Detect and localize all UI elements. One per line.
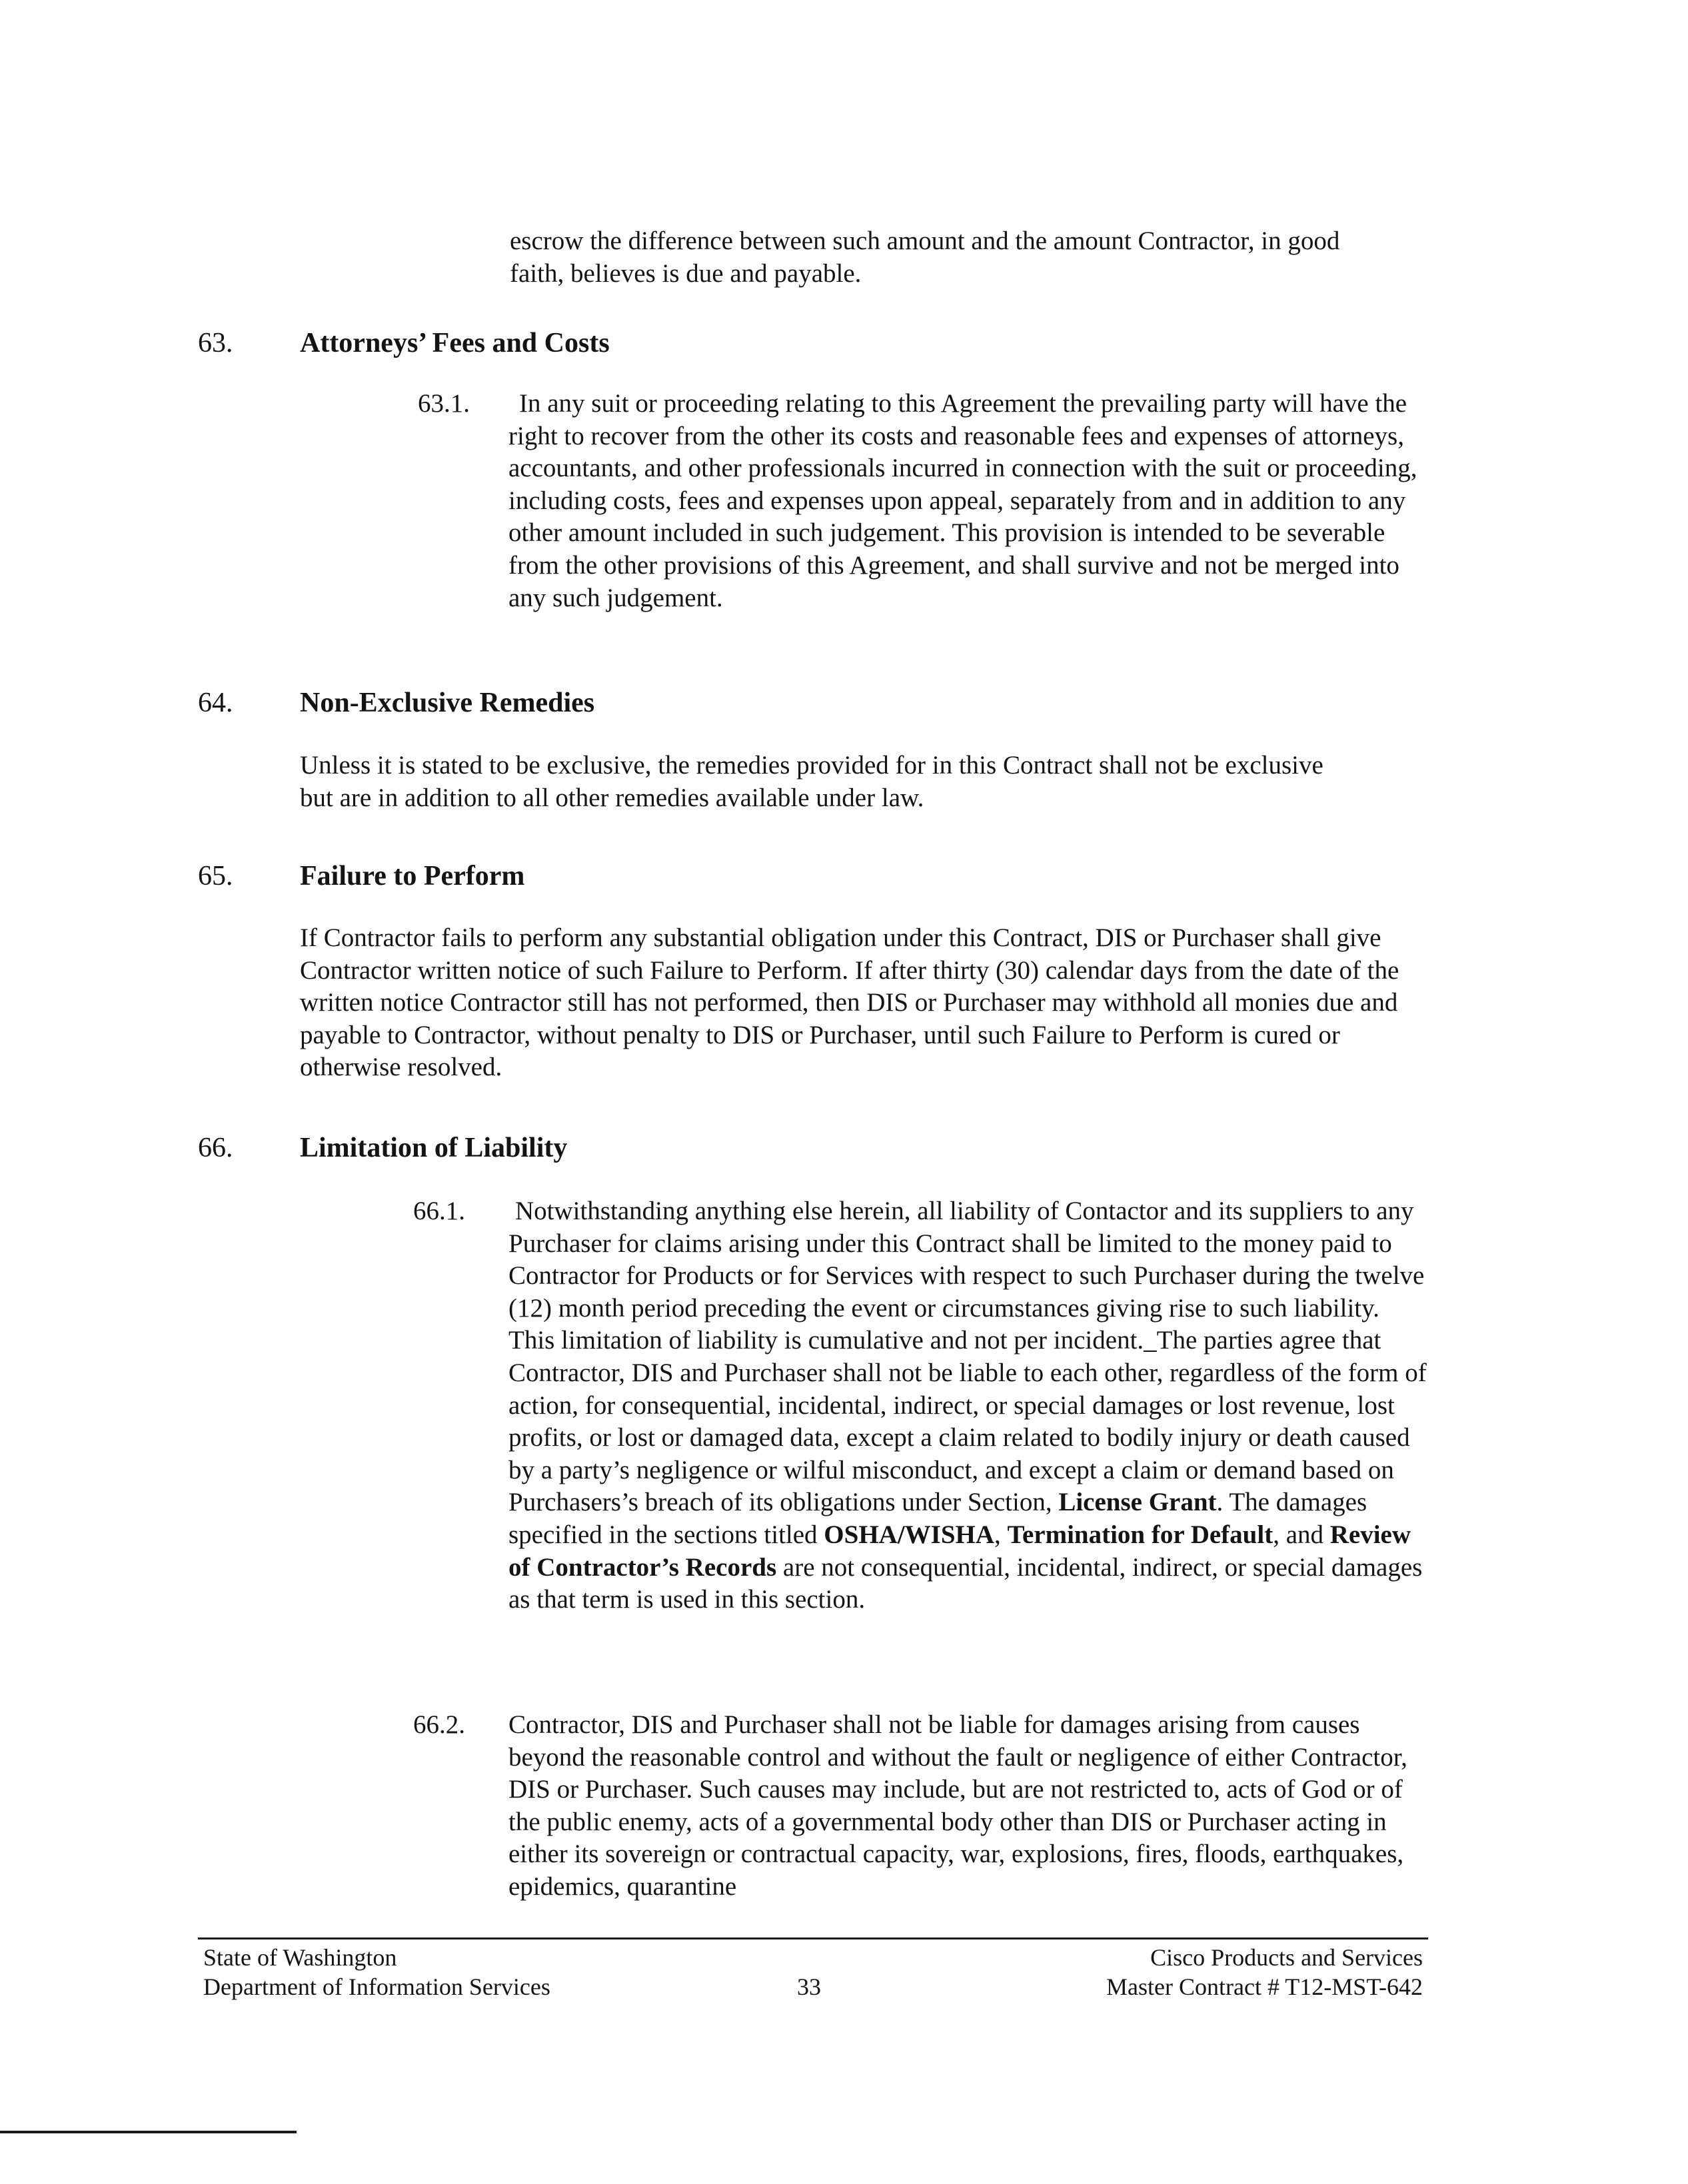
- continuation-paragraph: escrow the difference between such amount and the amount Contractor, in good faith, believes is due and payable.: [510, 227, 1340, 288]
- page-number: 33: [797, 1973, 821, 2000]
- section-title: Non-Exclusive Remedies: [300, 688, 595, 718]
- text-segment: Notwithstanding anything else herein, all liability of Contactor and its suppliers to any Purchaser for claims arising under this Contract shall be limited to the money paid to Contractor for Products or for Services with respect to such Purchaser during the twelve (12) month period preceding the event or circumstances giving rise to such liability. This limitation of liability is cumulative and not per incident._The parties agree that Contractor, DIS and Purchaser shall not be liable to each other, regardless of the form of action, for consequential, incidental, indirect, or special damages or lost revenue, lost profits, or lost or damaged data, except a claim related to bodily injury or death caused by a party’s negligence or wilful misconduct, and except a claim or demand based on Purchasers’s breach of its obligations under Section,: [508, 1197, 1427, 1517]
- section-title: Failure to Perform: [300, 861, 525, 891]
- text-segment: ,: [994, 1520, 1008, 1549]
- section-number: 66.: [198, 1133, 233, 1163]
- section-title: Limitation of Liability: [300, 1133, 568, 1163]
- text-segment: are not consequential, incidental, indirect, or special damages as that term is used in this section.: [508, 1552, 1423, 1614]
- text-segment: . The damages specified in the sections titled: [508, 1488, 1367, 1549]
- footnote-separator: [0, 2131, 297, 2133]
- ref-termination-for-default: Termination for Default: [1007, 1520, 1273, 1549]
- subsection-number: 66.1.: [413, 1197, 465, 1225]
- ref-license-grant: License Grant: [1058, 1488, 1217, 1517]
- subsection-number: 63.1.: [418, 389, 470, 418]
- subsection-number: 66.2.: [413, 1710, 465, 1739]
- footer-rule: [198, 1937, 1428, 1939]
- section-number: 64.: [198, 688, 233, 718]
- ref-osha-wisha: OSHA/WISHA: [824, 1520, 995, 1549]
- text-segment: , and: [1273, 1520, 1330, 1549]
- section-number: 63.: [198, 328, 233, 358]
- section-title: Attorneys’ Fees and Costs: [300, 328, 610, 358]
- ref-review-of-records: Review of Contractor’s Records: [508, 1520, 1411, 1582]
- subsection-66-1-text: [508, 1195, 1428, 1616]
- footer-product: Cisco Products and Services: [1150, 1944, 1423, 1971]
- footer-state: State of Washington: [203, 1944, 397, 1971]
- subsection-63-1-text: In any suit or proceeding relating to this Agreement the prevailing party will have the right to recover from the other its costs and reasonable fees and expenses of attorneys, accountants, and other professionals incurred in connection with the suit or proceeding, including costs, fees and expenses upon appeal, separately from and in addition to any other amount included in such judgement. This provision is intended to be severable from the other provisions of this Agreement, and shall survive and not be merged into any such judgement.: [508, 389, 1417, 612]
- section-64-body: Unless it is stated to be exclusive, the remedies provided for in this Contract shall not be exclusive but are in addition to all other remedies available under law.: [300, 751, 1323, 812]
- section-number: 65.: [198, 861, 233, 891]
- footer-contract-number: Master Contract # T12-MST-642: [1106, 1973, 1423, 2000]
- subsection-66-2-text: Contractor, DIS and Purchaser shall not be liable for damages arising from causes beyond the reasonable control and without the fault or negligence of either Contractor, DIS or Purchaser. Such causes may include, but are not restricted to, acts of God or of the public enemy, acts of a governmental body other than DIS or Purchaser acting in either its sovereign or contractual capacity, war, explosions, fires, floods, earthquakes, epidemics, quarantine: [508, 1710, 1407, 1901]
- section-65-body: If Contractor fails to perform any substantial obligation under this Contract, DIS or Purchaser shall give Contractor written notice of such Failure to Perform. If after thirty (30) calendar days from the date of the written notice Contractor still has not performed, then DIS or Purchaser may withhold all monies due and payable to Contractor, without penalty to DIS or Purchaser, until such Failure to Perform is cured or otherwise resolved.: [300, 923, 1399, 1082]
- footer-department: Department of Information Services: [203, 1973, 550, 2000]
